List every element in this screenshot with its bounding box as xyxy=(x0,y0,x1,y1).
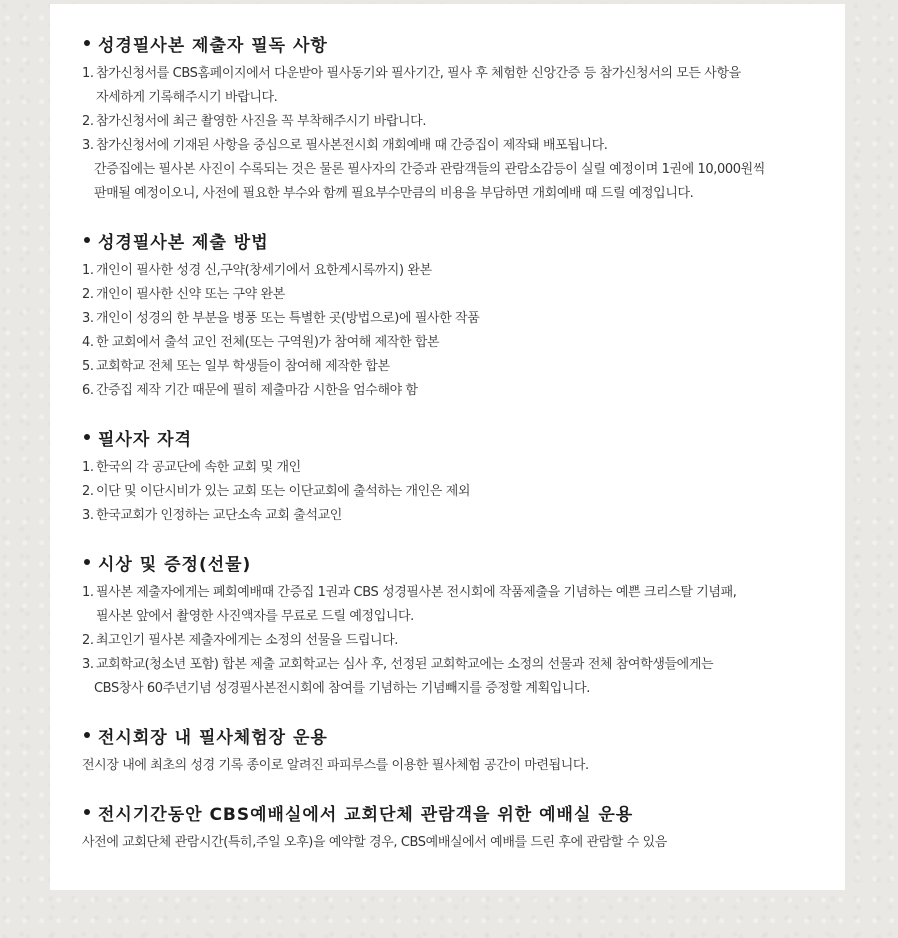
item-text: 개인이 필사한 신약 또는 구약 완본 xyxy=(96,287,285,302)
list-item xyxy=(82,581,845,629)
section-heading xyxy=(82,228,845,252)
section-heading-text: 시상 및 증정(선물) xyxy=(98,554,252,575)
list-item xyxy=(82,134,845,158)
section-heading xyxy=(82,425,845,449)
section-submission-method xyxy=(82,228,845,403)
item-number: 3. xyxy=(82,657,94,672)
item-number: 3. xyxy=(82,508,94,523)
note-line: 판매될 예정이오니, 사전에 필요한 부수와 함께 필요부수만큼의 비용을 부담하면 개회예배 때 드릴 예정입니다. xyxy=(94,186,694,201)
item-number: 2. xyxy=(82,287,94,302)
item-number: 2. xyxy=(82,484,94,499)
list-item xyxy=(82,355,845,379)
item-number: 4. xyxy=(82,335,94,350)
list-item xyxy=(82,379,845,403)
bullet-icon xyxy=(84,809,90,815)
item-number: 3. xyxy=(82,138,94,153)
item-text: 간증집 제작 기간 때문에 필히 제출마감 시한을 엄수해야 함 xyxy=(96,383,418,398)
item-number: 1. xyxy=(82,66,94,81)
bullet-icon xyxy=(84,732,90,738)
list-item xyxy=(82,504,845,528)
list-item xyxy=(82,259,845,283)
list-item xyxy=(82,283,845,307)
item-text-line: 필사본 제출자에게는 폐회예배때 간증집 1권과 CBS 성경필사본 전시회에 작품제출을 기념하는 예쁜 크리스탈 기념패, xyxy=(96,585,737,600)
item-text: 이단 및 이단시비가 있는 교회 또는 이단교회에 출석하는 개인은 제외 xyxy=(96,484,471,499)
item-text-line: 필사본 앞에서 촬영한 사진액자를 무료로 드릴 예정입니다. xyxy=(96,609,414,624)
section-heading xyxy=(82,550,845,574)
list-item xyxy=(82,653,845,677)
list-item xyxy=(82,629,845,653)
item-text: 개인이 성경의 한 부분을 병풍 또는 특별한 곳(방법으로)에 필사한 작품 xyxy=(96,311,480,326)
bullet-icon xyxy=(84,40,90,46)
item-text-line: 참가신청서를 CBS홈페이지에서 다운받아 필사동기와 필사기간, 필사 후 체험한 신앙간증 등 참가신청서의 모든 사항을 xyxy=(96,66,741,81)
item-text: 한국의 각 공교단에 속한 교회 및 개인 xyxy=(96,460,301,475)
item-number: 5. xyxy=(82,359,94,374)
item-text xyxy=(96,581,845,629)
item-text: 교회학교 전체 또는 일부 학생들이 참여해 제작한 합본 xyxy=(96,359,390,374)
list-item xyxy=(82,62,845,110)
item-text: 한 교회에서 출석 교인 전체(또는 구역원)가 참여해 제작한 합본 xyxy=(96,335,440,350)
bullet-icon xyxy=(84,237,90,243)
item-number: 2. xyxy=(82,114,94,129)
item-text: 한국교회가 인정하는 교단소속 교회 출석교인 xyxy=(96,508,342,523)
eligibility-list xyxy=(82,456,845,528)
awards-list xyxy=(82,581,845,677)
item-number: 2. xyxy=(82,633,94,648)
section-heading-text: 전시기간동안 CBS예배실에서 교회단체 관람객을 위한 예배실 운용 xyxy=(98,804,634,825)
section-body-text: 사전에 교회단체 관람시간(특히,주일 오후)을 예약할 경우, CBS예배실에서 예배를 드린 후에 관람할 수 있음 xyxy=(82,835,667,850)
content-panel xyxy=(50,4,845,890)
section-eligibility xyxy=(82,425,845,528)
item-text: 교회학교(청소년 포함) 합본 제출 교회학교는 심사 후, 선정된 교회학교에는 소정의 선물과 전체 참여학생들에게는 xyxy=(96,657,714,672)
item-number: 1. xyxy=(82,585,94,600)
note-line: CBS창사 60주년기념 성경필사본전시회에 참여를 기념하는 기념빼지를 증정할 계획입니다. xyxy=(94,681,590,696)
method-list xyxy=(82,259,845,403)
item-number: 1. xyxy=(82,263,94,278)
item-text: 최고인기 필사본 제출자에게는 소정의 선물을 드립니다. xyxy=(96,633,399,648)
section-heading-text: 성경필사본 제출 방법 xyxy=(98,232,269,253)
section-chapel-operation xyxy=(82,800,845,855)
item-text: 참가신청서에 기재된 사항을 중심으로 필사본전시회 개회예배 때 간증집이 제작돼 배포됩니다. xyxy=(96,138,608,153)
section-heading xyxy=(82,723,845,747)
item-text-line: 자세하게 기록해주시기 바랍니다. xyxy=(96,90,278,105)
item-number: 6. xyxy=(82,383,94,398)
notes-list xyxy=(82,62,845,158)
list-item xyxy=(82,456,845,480)
section-experience-zone xyxy=(82,723,845,778)
section-heading xyxy=(82,31,845,55)
item-text xyxy=(96,62,845,110)
bullet-icon xyxy=(84,559,90,565)
section-awards xyxy=(82,550,845,701)
bullet-icon xyxy=(84,434,90,440)
section-heading-text: 필사자 자격 xyxy=(98,429,193,450)
item-number: 3. xyxy=(82,311,94,326)
note-line: 간증집에는 필사본 사진이 수록되는 것은 물론 필사자의 간증과 관람객들의 관람소감등이 실릴 예정이며 1권에 10,000원씩 xyxy=(94,162,765,177)
section-heading xyxy=(82,800,845,824)
list-item xyxy=(82,331,845,355)
item-number: 1. xyxy=(82,460,94,475)
list-item xyxy=(82,480,845,504)
list-item xyxy=(82,307,845,331)
list-item xyxy=(82,110,845,134)
section-submission-notes xyxy=(82,31,845,206)
section-heading-text: 성경필사본 제출자 필독 사항 xyxy=(98,35,328,56)
item-text: 개인이 필사한 성경 신,구약(창세기에서 요한계시록까지) 완본 xyxy=(96,263,432,278)
item-text: 참가신청서에 최근 촬영한 사진을 꼭 부착해주시기 바랍니다. xyxy=(96,114,427,129)
section-body-text: 전시장 내에 최초의 성경 기록 종이로 알려진 파피루스를 이용한 필사체험 공간이 마련됩니다. xyxy=(82,758,589,773)
section-heading-text: 전시회장 내 필사체험장 운용 xyxy=(98,727,328,748)
